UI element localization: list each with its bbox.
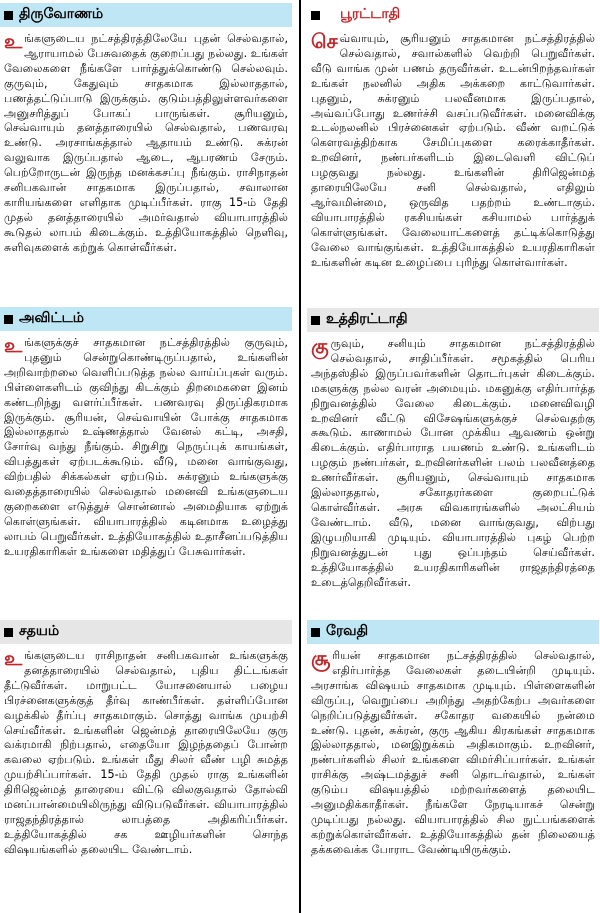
section-text: ங்களுடைய நட்சத்திரத்திலேயே புதன் செல்வதால், ஆராயாமல் பேசுவதைக் குறைப்பது நல்லது. உங்கள் வேலைகளை நீங்களே பார்த்துக்கொண்டு செல்லவும். குருவும், கேதுவும் சாதகமாக இல்லாததால், பணத்தட்டுப்பாடு இருக்கும். குடும்பத்திலுள்ளவர்களை அனுசரித்துப் போகப் பாருங்கள். சூரியனும், செவ்வாயும் தனத்தாரையில் செல்வதால், பணவரவு உண்டு. அரசாங்கத்தால் ஆதாயம் உண்டு. சுக்ரன் வலுவாக இருப்பதால் ஆடை, ஆபரணம் சேரும். பெற்றோருடன் இருந்த மனக்கசப்பு நீங்கும். ராசிநாதன் சனிபகவான் சாதகமாக இருப்பதால், சவாலான காரியங்களை எளிதாக முடிப்பீர்கள். ராகு 15-ம் தேதி முதல் தனத்தாரையில் அமர்வதால் வியாபாரத்தில் கூடுதல் லாபம் கிடைக்கும். உத்தியோகத்தில் நெளிவு, சுளிவுகளைக் கற்றுக் கொள்வீர்கள்.: [4, 32, 288, 254]
section-body: [311, 32, 595, 312]
square-bullet-icon: [4, 11, 13, 20]
drop-cap: செ: [311, 32, 338, 53]
section-header: [307, 3, 599, 27]
section-header: [307, 308, 599, 332]
section-title: திருவோணம்: [19, 6, 104, 22]
section-revathi: [307, 620, 599, 911]
section-avittam: [0, 307, 292, 612]
square-bullet-icon: [4, 315, 13, 324]
section-body: [311, 649, 595, 911]
section-pooratadhi: [307, 3, 599, 312]
section-body: [4, 649, 288, 911]
section-header: [307, 620, 599, 644]
drop-cap: உ: [4, 649, 23, 670]
square-bullet-icon: [4, 628, 13, 637]
section-text: ரியன் சாதகமான நட்சத்திரத்தில் செல்வதால், எதிர்பார்த்த வேலைகள் தடையின்றி முடியும். அரசாங்க விஷயம் சாதகமாக முடியும். பிள்ளைகளின் விருப்பு, வெறுப்பை அறிந்து அதற்கேற்ப அவர்களை நெறிப்படுத்துவீர்கள். சகோதர வகையில் நன்மை உண்டு. புதன், சுக்ரன், குரு ஆகிய கிரகங்கள் சாதகமாக இல்லாததால், மனஇறுக்கம் அதிகமாகும். உறவினர், நண்பர்களில் சிலர் உங்களை விமர்சிப்பார்கள். உங்கள் ராசிக்கு அஷ்டமத்துச் சனி தொடர்வதால், உங்கள் குடும்ப விஷயத்தில் மற்றவர்களைத் தலையிட அனுமதிக்காதீர்கள். நீங்களே நேரடியாகச் சென்று முடிப்பது நல்லது. வியாபாரத்தில் சில நுட்பங்களைக் கற்றுக்கொள்வீர்கள். உத்தியோகத்தில் தன் நிலையைத் தக்கவைக்க போராட வேண்டியிருக்கும்.: [311, 649, 595, 856]
column-divider: [299, 0, 301, 913]
section-text: ங்களுக்குச் சாதகமான நட்சத்திரத்தில் குருவும், புதனும் சென்றுகொண்டிருப்பதால், உங்களின் அறிவாற்றலை வெளிப்படுத்த நல்ல வாய்ப்புகள் வரும். பிள்ளைகளிடம் குவிந்து கிடக்கும் திறமைகளை இனம் கண்டறிந்து வளர்ப்பீர்கள். பணவரவு திருப்திகரமாக இருக்கும். சூரியன், செவ்வாயின் போக்கு சாதகமாக இல்லாததால் உஷ்ணத்தால் வேனல் கட்டி, அசதி, சோர்வு வந்து நீங்கும். சிறுசிறு நெருப்புக் காயங்கள், விபத்துகள் ஏற்படக்கூடும். வீடு, மனை வாங்குவது, விற்பதில் சிக்கல்கள் ஏற்படும். சுக்ரனும் உங்களுக்கு வதைத்தாரையில் செல்வதால் மனைவி உங்களுடைய குறைகளை எடுத்துச் சொன்னால் அமைதியாக ஏற்றுக் கொள்ளுங்கள். வியாபாரத்தில் கடினமாக உழைத்து லாபம் பெறுவீர்கள். உத்தியோகத்தில் உதாசீனப்படுத்திய உயரதிகாரிகள் உங்களை மதித்துப் பேசுவார்கள்.: [4, 336, 288, 558]
right-column: [307, 0, 599, 913]
section-thiruvonam: [0, 3, 292, 300]
section-uthirattadhi: [307, 308, 599, 637]
square-bullet-icon: [311, 11, 320, 20]
section-title: உத்திரட்டாதி: [326, 311, 408, 327]
section-text: ருவும், சனியும் சாதகமான நட்சத்திரத்தில் செல்வதால், சாதிப்பீர்கள். சமூகத்தில் பெரிய அந்தஸ்தில் இருப்பவர்களின் தொடர்புகள் கிடைக்கும். மகளுக்கு நல்ல வரன் அமையும். மகனுக்கு எதிர்பார்த்த நிறுவனத்தில் வேலை கிடைக்கும். மனைவிவழி உறவினர் வீட்டு விசேஷங்களுக்குச் செல்வதற்கு சுகூடும். காணாமல் போன முக்கிய ஆவணம் ஒன்று கிடைக்கும். எதிர்பாராத பயணம் உண்டு. உங்களிடம் பழகும் நண்பர்கள், உறவினர்களின் பலம் பலவீனத்தை உணர்வீர்கள். சூரியனும், செவ்வாயும் சாதகமாக இல்லாததால், சகோதரர்களை குறைபட்டுக் கொள்வீர்கள். அரசு விவகாரங்களில் அலட்சியம் வேண்டாம். வீடு, மனை வாங்குவது, விற்பது இழுபறியாகி முடியும். வியாபாரத்தில் புகழ் பெற்ற நிறுவனத்துடன் புது ஒப்பந்தம் செய்வீர்கள். உத்தியோகத்தில் உயரதிகாரிகளின் ராஜதந்திரத்தை உடைத்தெறிவீர்கள்.: [311, 337, 595, 589]
section-header: [0, 3, 292, 27]
section-body: [4, 32, 288, 300]
section-title: ரேவதி: [326, 623, 369, 639]
left-column: [0, 0, 292, 913]
section-header: [0, 620, 292, 644]
section-title: அவிட்டம்: [19, 310, 85, 326]
section-sadhayam: [0, 620, 292, 911]
section-title: சதயம்: [19, 623, 60, 639]
section-text: வ்வாயும், சூரியனும் சாதகமான நட்சத்திரத்தில் செல்வதால், சவால்களில் வெற்றி பெறுவீர்கள். வீடு வாங்க முன் பணம் தருவீர்கள். உடன்பிறந்தவர்கள் உங்கள் நலனில் அதிக அக்கறை காட்டுவார்கள். புதனும், சுக்ரனும் பலவீனமாக இருப்பதால், அவ்வப்போது உணர்ச்சி வசப்படுவீர்கள். மனைவிக்கு உடல்நலனில் பிரச்னைகள் ஏற்படும். வீண் வறட்டுக் கௌரவத்திற்காக சேமிப்புகளை கரைக்காதீர்கள். உறவினர், நண்பர்களிடம் இடைவெளி விட்டுப் பழகுவது நல்லது. உங்களின் திரிஜென்மத் தாரையிலேயே சனி செல்வதால், எதிலும் ஆர்வமின்மை, ஒருவித பதற்றம் உண்டாகும். வியாபாரத்தில் ரகசியங்கள் கசியாமல் பார்த்துக் கொள்ளுங்கள். வேலையாட்களைத் தட்டிக்கொடுத்து வேலை வாங்குங்கள். உத்தியோகத்தில் உயரதிகாரிகள் உங்களின் கடின உழைப்பை புரிந்து கொள்வார்கள்.: [311, 32, 595, 269]
section-title: பூரட்டாதி: [340, 6, 401, 22]
section-header: [0, 307, 292, 331]
drop-cap: உ: [4, 32, 23, 53]
section-body: [4, 336, 288, 612]
drop-cap: சூ: [311, 649, 331, 670]
drop-cap: கு: [311, 337, 329, 358]
square-bullet-icon: [311, 628, 320, 637]
section-body: [311, 337, 595, 637]
square-bullet-icon: [311, 316, 320, 325]
section-text: ங்களுடைய ராசிநாதன் சனிபகவான் உங்களுக்கு தனத்தாரையில் செல்வதால், புதிய திட்டங்கள் தீட்டுவீர்கள். மாறுபட்ட யோசனையால் பழைய பிரச்னைகளுக்குத் தீர்வு காண்பீர்கள். தள்ளிப்போன வழக்கில் தீர்ப்பு சாதகமாகும். சொத்து வாங்க முயற்சி செய்வீர்கள். உங்களின் ஜென்மத் தாரையிலேயே குரு வக்ரமாகி நிற்பதால், எதையோ இழந்ததைப் போன்ற கவலை ஏற்படும். உங்கள் மீது சிலர் வீண் பழி சுமத்த முயற்சிப்பார்கள். 15-ம் தேதி முதல் ராகு உங்களின் திரிஜென்மத் தாரையை விட்டு விலகுவதால் தோல்வி மனப்பான்மையிலிருந்து விடுபடுவீர்கள். வியாபாரத்தில் ராஜதந்திரத்தால் லாபத்தை அதிகரிப்பீர்கள். உத்தியோகத்தில் சக ஊழியர்களின் சொந்த விஷயங்களில் தலையிட வேண்டாம்.: [4, 649, 288, 856]
drop-cap: உ: [4, 336, 23, 357]
